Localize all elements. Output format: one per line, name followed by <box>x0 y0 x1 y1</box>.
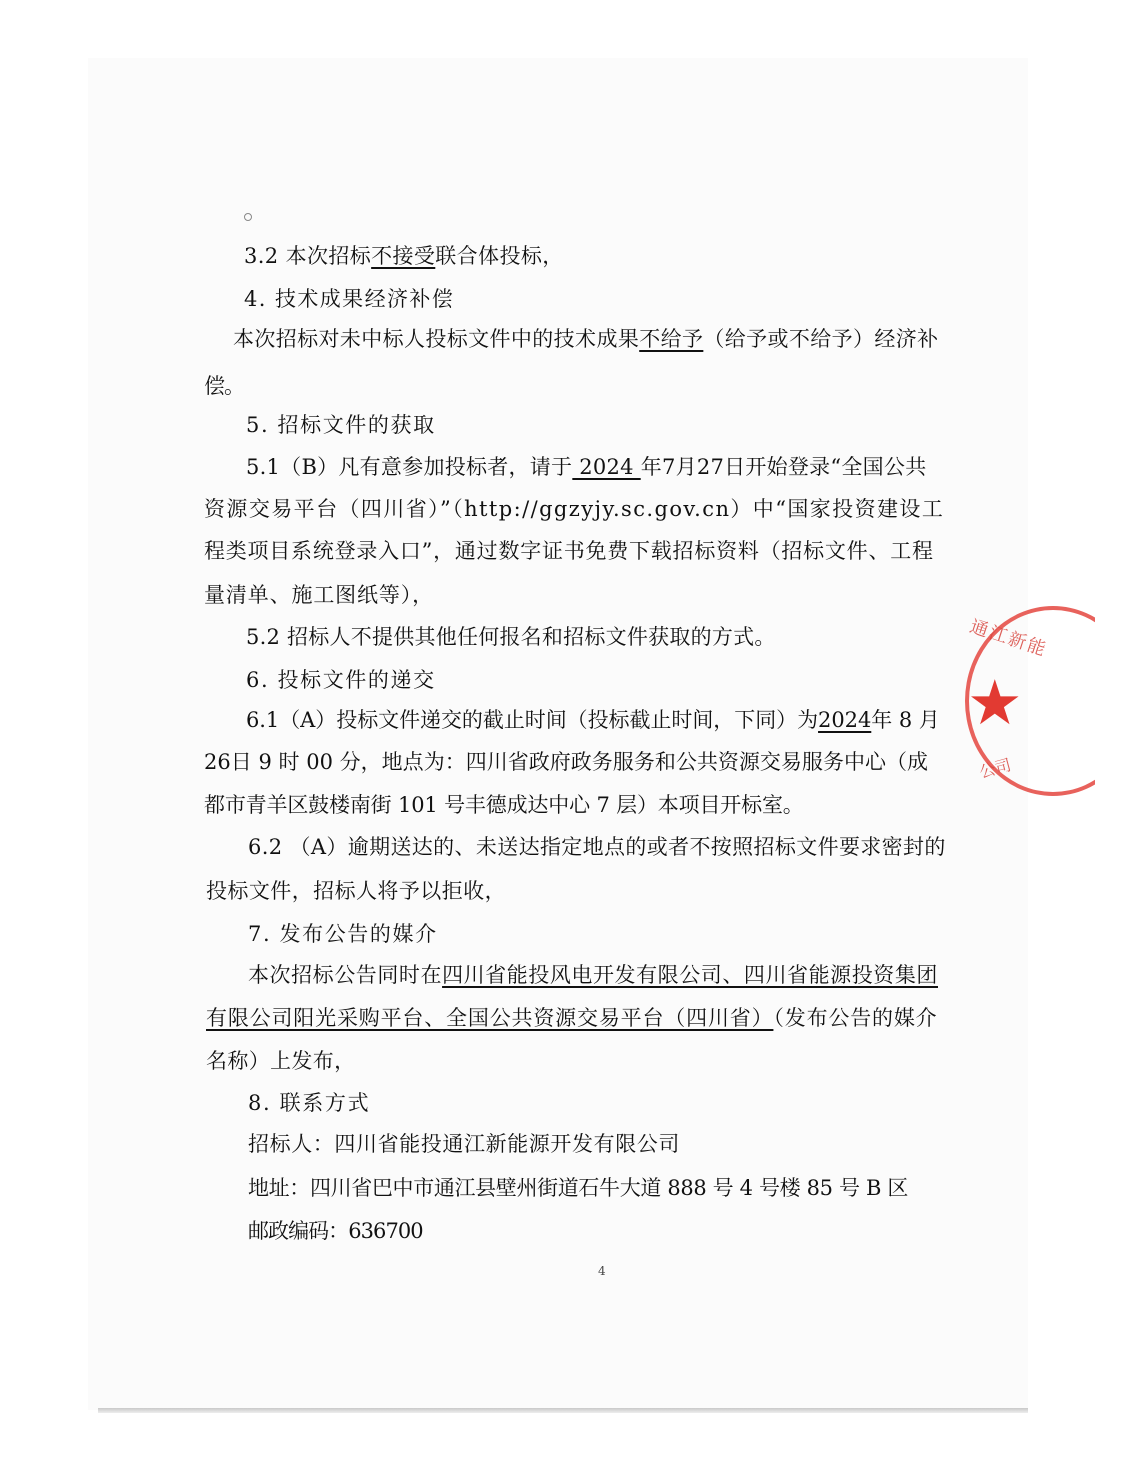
heading-8 <box>248 1089 370 1117</box>
company-seal <box>965 606 1095 796</box>
line-text: 程类项目系统登录入口”，通过数字证书免费下载招标资料（招标文件、工程 <box>204 539 934 563</box>
underlined-fill-in: 不接受 <box>371 244 436 268</box>
line-text: 8. 联系方式 <box>248 1091 371 1115</box>
line-text: 6.2 （A）逾期送达的、未送达指定地点的或者不按照招标文件要求密封的 <box>248 835 946 859</box>
line-text: 6. 投标文件的递交 <box>246 668 436 692</box>
line-text: 招标人：四川省能投通江新能源开发有限公司 <box>248 1132 680 1156</box>
line-5-1-b <box>204 495 944 523</box>
seal-text: 通江新能 <box>967 616 1050 661</box>
line-text: （给予或不给予）经济补 <box>703 327 939 351</box>
contact-postcode <box>248 1217 423 1245</box>
contact-tenderer <box>248 1130 680 1158</box>
line-6-2-b <box>206 877 506 905</box>
line-text: 5.1（B）凡有意参加投标者，请于 <box>246 455 573 479</box>
line-text: 本次招标公告同时在 <box>248 963 443 987</box>
heading-7 <box>248 920 438 948</box>
line-4-body-1 <box>233 325 939 353</box>
underlined-fill-in: 不给予 <box>639 327 704 351</box>
underlined-fill-in: 2024 <box>818 708 872 732</box>
line-text: 年7月27日开始登录“全国公共 <box>640 455 927 479</box>
heading-6 <box>246 666 436 694</box>
line-text: 地址：四川省巴中市通江县壁州街道石牛大道 888 号 4 号楼 85 号 B 区 <box>248 1176 908 1200</box>
heading-5 <box>246 411 436 439</box>
line-text: 量清单、施工图纸等）， <box>204 583 434 607</box>
line-text: 年 8 月 <box>871 708 940 732</box>
page-number: 4 <box>598 1264 606 1278</box>
line-text: 5. 招标文件的获取 <box>246 413 436 437</box>
seal-text-bottom: 公司 <box>977 755 1014 782</box>
line-5-2 <box>246 623 776 651</box>
line-text: 26日 9 时 00 分，地点为：四川省政府政务服务和公共资源交易服务中心（成 <box>204 750 929 774</box>
underlined-fill-in: 四川省能投风电开发有限公司、四川省能源投资集团 <box>442 963 938 987</box>
contact-address <box>248 1174 908 1202</box>
line-text: 资源交易平台（四川省）”（http://ggzyjy.sc.gov.cn）中“国家投资建设工 <box>204 497 945 521</box>
paper-edge <box>98 1408 1028 1413</box>
stray-mark <box>244 213 252 221</box>
line-text: 4. 技术成果经济补偿 <box>244 287 455 311</box>
line-7-c <box>206 1047 356 1075</box>
line-6-2-a <box>248 833 946 861</box>
line-5-1-a <box>246 453 926 481</box>
line-text: 偿。 <box>204 374 244 398</box>
line-3-2 <box>244 242 564 270</box>
heading-4 <box>244 285 454 313</box>
line-7-a <box>248 961 938 989</box>
line-text: 邮政编码：636700 <box>248 1219 423 1243</box>
line-4-body-2 <box>204 372 244 400</box>
line-5-1-c <box>204 537 934 565</box>
line-text: 联合体投标， <box>435 244 564 268</box>
line-text: 6.1（A）投标文件递交的截止时间（投标截止时间，下同）为 <box>246 708 819 732</box>
underlined-fill-in: 2024 <box>572 455 641 479</box>
line-text: 7. 发布公告的媒介 <box>248 922 438 946</box>
line-text: 本次招标对未中标人投标文件中的技术成果 <box>233 327 640 351</box>
line-6-1-b <box>204 748 928 776</box>
line-6-1-a <box>246 706 940 734</box>
line-text: 名称）上发布， <box>206 1049 356 1073</box>
line-text: 5.2 招标人不提供其他任何报名和招标文件获取的方式。 <box>246 625 776 649</box>
line-text: 都市青羊区鼓楼南街 101 号丰德成达中心 7 层）本项目开标室。 <box>204 793 804 817</box>
line-7-b <box>206 1004 938 1032</box>
line-text: 投标文件，招标人将予以拒收， <box>206 879 506 903</box>
star-icon: ★ <box>967 666 1023 739</box>
line-5-1-d <box>204 581 434 609</box>
line-6-1-c <box>204 791 804 819</box>
line-text: 3.2 本次招标 <box>244 244 372 268</box>
underlined-fill-in: 有限公司阳光采购平台、全国公共资源交易平台（四川省） <box>206 1006 774 1030</box>
line-text: （发布公告的媒介 <box>773 1006 938 1030</box>
